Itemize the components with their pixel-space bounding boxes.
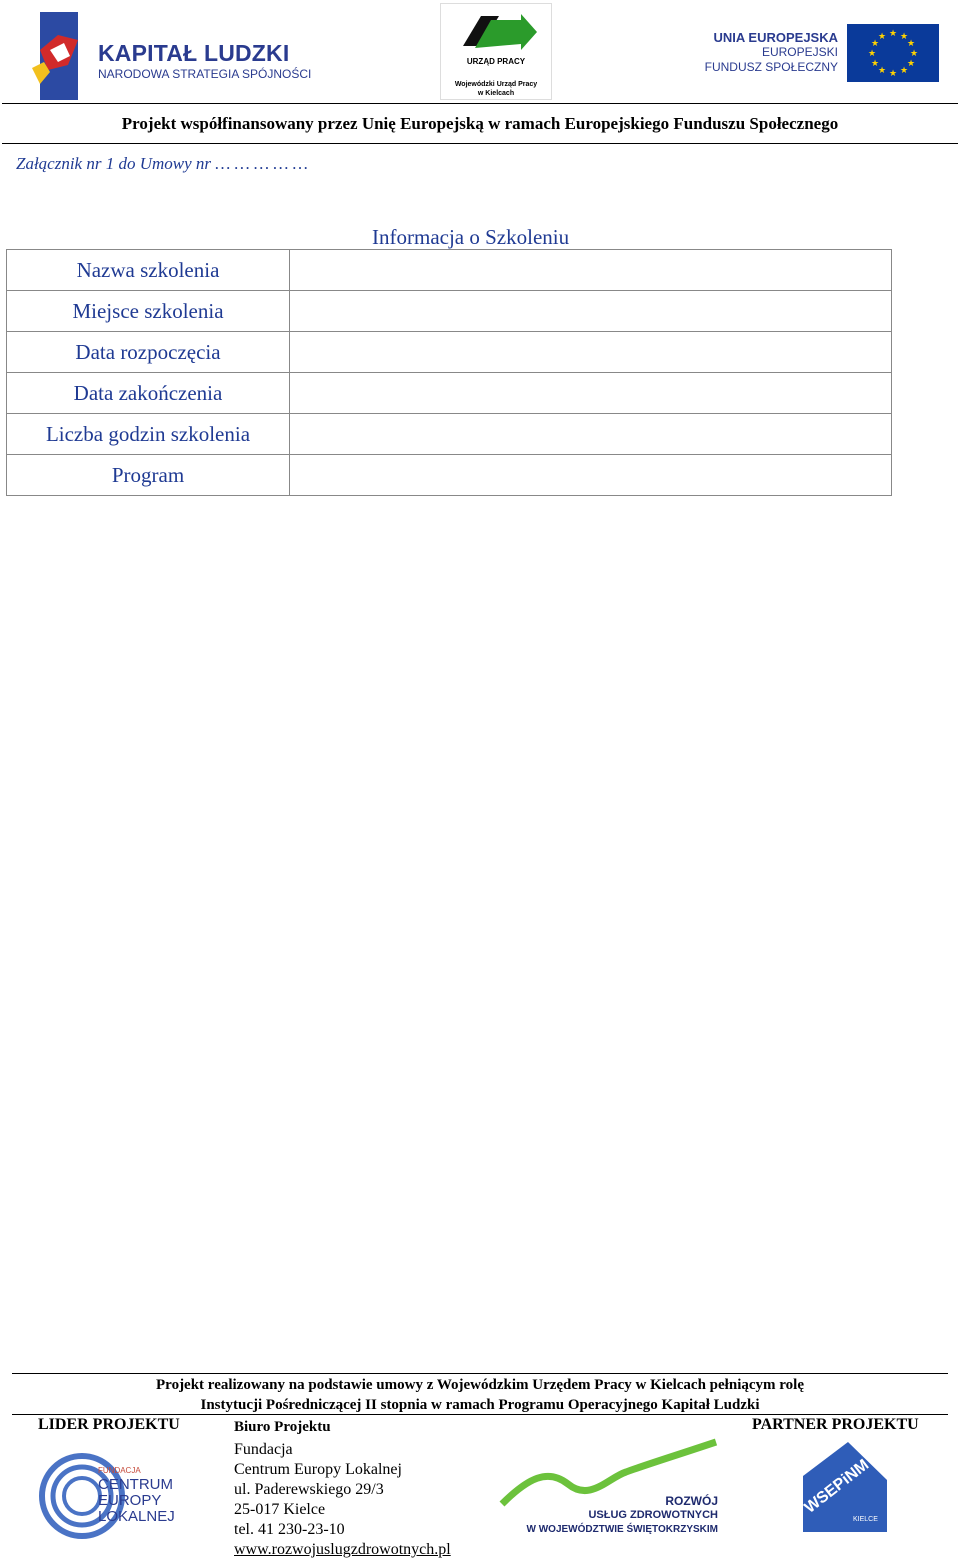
project-office-address xyxy=(234,1440,451,1560)
row-value-field[interactable] xyxy=(290,291,892,332)
urzad-pracy-location xyxy=(441,80,551,98)
table-row xyxy=(7,291,892,332)
eu-line1: UNIA EUROPEJSKA xyxy=(713,30,838,45)
table-row xyxy=(7,414,892,455)
row-label: Liczba godzin szkolenia xyxy=(7,414,290,455)
row-label: Program xyxy=(7,455,290,496)
svg-text:★: ★ xyxy=(870,39,880,49)
urzad-pracy-logo xyxy=(440,3,552,100)
eu-line3: FUNDUSZ SPOŁECZNY xyxy=(704,60,838,74)
rozwoj-line1: ROZWÓJ xyxy=(665,1494,718,1508)
annex-reference: Załącznik nr 1 do Umowy nr … … … … … xyxy=(16,154,308,173)
partner-label: PARTNER PROJEKTU xyxy=(752,1416,919,1433)
urzad-pracy-line1: Wojewódzki Urząd Pracy xyxy=(454,81,538,88)
svg-text:★: ★ xyxy=(909,49,919,59)
urzad-pracy-arrow-icon xyxy=(441,8,551,60)
footer-note-line1: Projekt realizowany na podstawie umowy z Wojewódzkim Urzędem Pracy w Kielcach pełniącym rolę xyxy=(156,1377,804,1393)
address-line: ul. Paderewskiego 29/3 xyxy=(234,1481,384,1498)
svg-text:★: ★ xyxy=(906,39,916,49)
urzad-pracy-line2: w Kielcach xyxy=(477,90,515,97)
row-value-field[interactable] xyxy=(290,332,892,373)
centrum-europy-lokalnej-logo xyxy=(36,1448,196,1543)
header-rule-bottom xyxy=(2,143,958,144)
cofinancing-statement: Projekt współfinansowany przez Unię Europejską w ramach Europejskiego Funduszu Społecznego xyxy=(121,114,839,133)
address-line: Centrum Europy Lokalnej xyxy=(234,1461,402,1478)
rozwoj-uslug-zdrowotnych-logo xyxy=(498,1438,722,1543)
svg-text:★: ★ xyxy=(888,29,898,39)
wsepinm-city: KIELCE xyxy=(853,1516,878,1523)
row-label: Miejsce szkolenia xyxy=(7,291,290,332)
eu-logo-text xyxy=(705,30,838,75)
svg-text:★: ★ xyxy=(899,32,909,42)
address-line: tel. 41 230-23-10 xyxy=(234,1521,345,1538)
svg-text:★: ★ xyxy=(877,66,887,76)
row-label: Nazwa szkolenia xyxy=(7,250,290,291)
table-row xyxy=(7,455,892,496)
svg-text:★: ★ xyxy=(870,59,880,69)
header-rule xyxy=(2,103,958,104)
kapital-ludzki-emblem-icon xyxy=(28,10,98,102)
rozwoj-line2: USŁUG ZDROWOTNYCH xyxy=(588,1509,718,1521)
svg-text:★: ★ xyxy=(888,69,898,79)
kl-logo-title: KAPITAŁ LUDZKI xyxy=(98,40,290,66)
cel-line4: LOKALNEJ xyxy=(98,1508,175,1525)
footer-note-line2: Instytucji Pośredniczącej II stopnia w ramach Programu Operacyjnego Kapitał Ludzki xyxy=(200,1397,760,1413)
row-label: Data zakończenia xyxy=(7,373,290,414)
row-value-field[interactable] xyxy=(290,250,892,291)
website-link[interactable]: www.rozwojuslugzdrowotnych.pl xyxy=(234,1541,451,1558)
cel-line2: CENTRUM xyxy=(98,1476,173,1493)
cel-line3: EUROPY xyxy=(98,1492,162,1509)
wsepinm-logo xyxy=(793,1436,893,1536)
row-value-field[interactable] xyxy=(290,373,892,414)
biuro-label: Biuro Projektu xyxy=(234,1419,331,1435)
kl-logo-subtitle: NARODOWA STRATEGIA SPÓJNOŚCI xyxy=(98,67,312,81)
lider-label: LIDER PROJEKTU xyxy=(38,1416,180,1433)
footer-rule xyxy=(12,1373,948,1374)
address-line: Fundacja xyxy=(234,1441,293,1458)
svg-text:★: ★ xyxy=(877,32,887,42)
address-line: 25-017 Kielce xyxy=(234,1501,326,1518)
eu-line2: EUROPEJSKI xyxy=(761,45,838,59)
row-value-field[interactable] xyxy=(290,414,892,455)
table-row xyxy=(7,250,892,291)
table-row xyxy=(7,373,892,414)
eu-flag-icon xyxy=(847,24,939,82)
urzad-pracy-name: URZĄD PRACY xyxy=(466,57,526,66)
cel-line1: FUNDACJA xyxy=(98,1466,141,1475)
table-row xyxy=(7,332,892,373)
svg-text:★: ★ xyxy=(867,49,877,59)
svg-text:★: ★ xyxy=(906,59,916,69)
row-label: Data rozpoczęcia xyxy=(7,332,290,373)
wsepinm-name: WSEPiNM xyxy=(801,1456,873,1517)
rozwoj-line3: W WOJEWÓDZTWIE ŚWIĘTOKRZYSKIM xyxy=(526,1524,718,1535)
svg-text:★: ★ xyxy=(899,66,909,76)
footer-rule-bottom xyxy=(12,1414,948,1415)
training-info-table xyxy=(6,249,892,496)
row-value-field[interactable] xyxy=(290,455,892,496)
document-title: Informacja o Szkoleniu xyxy=(372,225,570,249)
kapital-ludzki-logo xyxy=(28,10,312,102)
